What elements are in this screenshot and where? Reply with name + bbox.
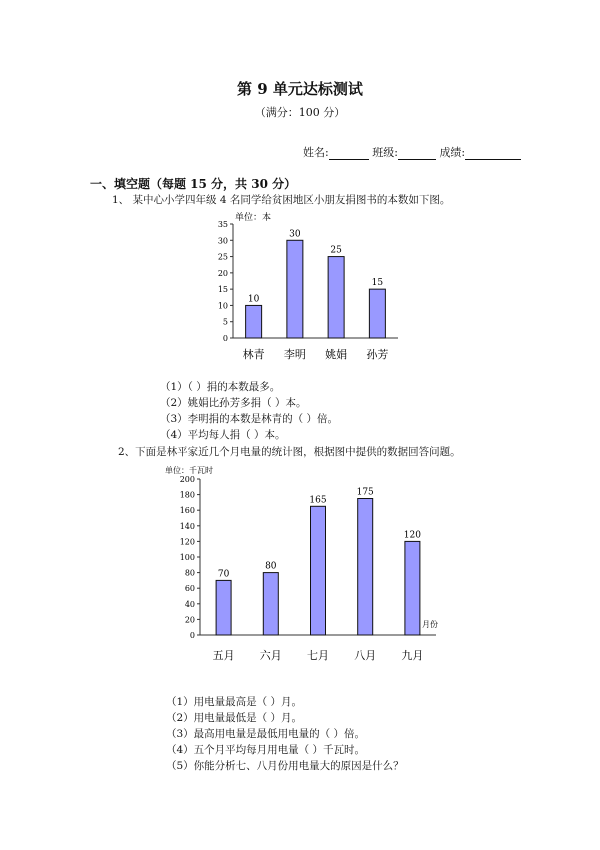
- chart1-category-label: 李明: [283, 348, 306, 361]
- book-donation-chart: [200, 205, 430, 365]
- chart2-x-unit-label: 月份: [422, 620, 438, 629]
- chart2-category-label: 五月: [212, 649, 235, 662]
- chart1-bar-1: [246, 305, 262, 338]
- page-title: 第 9 单元达标测试: [237, 80, 363, 98]
- chart2-value-label: 175: [356, 487, 374, 498]
- name-label: 姓名:: [303, 146, 329, 159]
- chart1-bar-3: [328, 257, 344, 338]
- full-score: （满分：100 分）: [254, 106, 346, 119]
- section-heading: 一、填空题（每题 15 分，共 30 分）: [90, 177, 297, 191]
- chart2-category-label: 九月: [401, 649, 424, 662]
- q1-sub-1: （1）（ ）捐的本数最多。: [160, 381, 281, 393]
- class-field[interactable]: [398, 147, 436, 160]
- chart1-y-tick-label: 15: [217, 285, 228, 295]
- chart2-y-tick-label: 80: [184, 568, 195, 578]
- chart2-y-tick-label: 100: [179, 553, 195, 562]
- chart1-value-label: 25: [330, 245, 342, 256]
- chart2-y-tick-label: 180: [179, 490, 195, 500]
- chart2-value-label: 165: [309, 495, 327, 506]
- chart2-value-label: 120: [403, 530, 421, 541]
- q2-sub-3: （3）最高用电量是最低用电量的（ ）倍。: [166, 728, 366, 740]
- chart2-bar-3: [311, 506, 326, 635]
- chart2-category-label: 八月: [354, 649, 377, 662]
- chart2-value-label: 80: [265, 561, 277, 572]
- chart1-category-label: 姚娟: [325, 348, 348, 361]
- chart2-bar-4: [358, 499, 373, 636]
- chart2-y-tick-label: 40: [184, 599, 195, 609]
- name-field[interactable]: [329, 147, 369, 160]
- grade-label: 成绩:: [439, 146, 466, 159]
- q2-sub-2: （2）用电量最低是（ ）月。: [166, 712, 303, 724]
- grade-field[interactable]: [465, 147, 521, 160]
- chart2-category-label: 七月: [307, 649, 329, 662]
- chart1-value-label: 30: [289, 229, 301, 240]
- chart2-y-tick-label: 0: [189, 631, 195, 640]
- class-label: 班级:: [372, 146, 398, 159]
- chart1-category-label: 林青: [242, 348, 265, 361]
- chart2-value-label: 70: [217, 569, 230, 580]
- chart2-y-tick-label: 20: [184, 615, 195, 625]
- chart1-value-label: 15: [371, 278, 384, 289]
- question-1-text: 1、 某中心小学四年级 4 名同学给贫困地区小朋友捐图书的本数如下图。: [112, 194, 451, 206]
- chart1-value-label: 10: [247, 294, 260, 305]
- q2-sub-4: （4）五个月平均每月用电量（ ）千瓦时。: [166, 744, 366, 756]
- q1-sub-3: （3）李明捐的本数是林青的（ ）倍。: [160, 413, 339, 425]
- q2-sub-5: （5）你能分析七、八月份用电量大的原因是什么？: [166, 760, 404, 772]
- chart2-y-tick-label: 200: [179, 475, 195, 484]
- chart2-category-label: 六月: [259, 649, 282, 662]
- q2-sub-1: （1）用电量最高是（ ）月。: [166, 696, 303, 708]
- chart2-unit-label: 单位：千瓦时: [165, 466, 213, 475]
- chart2-y-tick-label: 160: [179, 506, 195, 516]
- chart2-y-tick-label: 140: [179, 521, 195, 531]
- chart1-y-tick-label: 20: [217, 268, 228, 278]
- chart2-bar-1: [216, 580, 231, 635]
- q1-sub-4: （4）平均每人捐（ ）本。: [160, 429, 286, 441]
- student-info: [303, 144, 521, 160]
- question-2-text: 2、下面是林平家近几个月电量的统计图，根据图中提供的数据回答问题。: [118, 446, 461, 458]
- chart1-y-tick-label: 25: [217, 252, 228, 262]
- chart2-bar-2: [263, 573, 278, 635]
- chart1-bar-4: [369, 289, 385, 338]
- chart1-bar-2: [287, 240, 303, 338]
- q1-sub-2: （2）姚娟比孙芳多捐（ ）本。: [160, 397, 307, 409]
- chart2-y-tick-label: 60: [184, 584, 195, 594]
- chart1-y-tick-label: 5: [222, 317, 228, 327]
- chart1-y-tick-label: 35: [217, 220, 228, 229]
- electricity-chart: [160, 462, 450, 667]
- chart1-y-tick-label: 10: [217, 301, 228, 311]
- chart2-y-tick-label: 120: [179, 537, 195, 547]
- chart1-unit-label: 单位：本: [235, 213, 272, 223]
- chart2-bar-5: [405, 541, 420, 635]
- chart1-category-label: 孙芳: [366, 348, 389, 361]
- chart1-y-tick-label: 0: [222, 334, 228, 343]
- chart1-y-tick-label: 30: [217, 236, 228, 246]
